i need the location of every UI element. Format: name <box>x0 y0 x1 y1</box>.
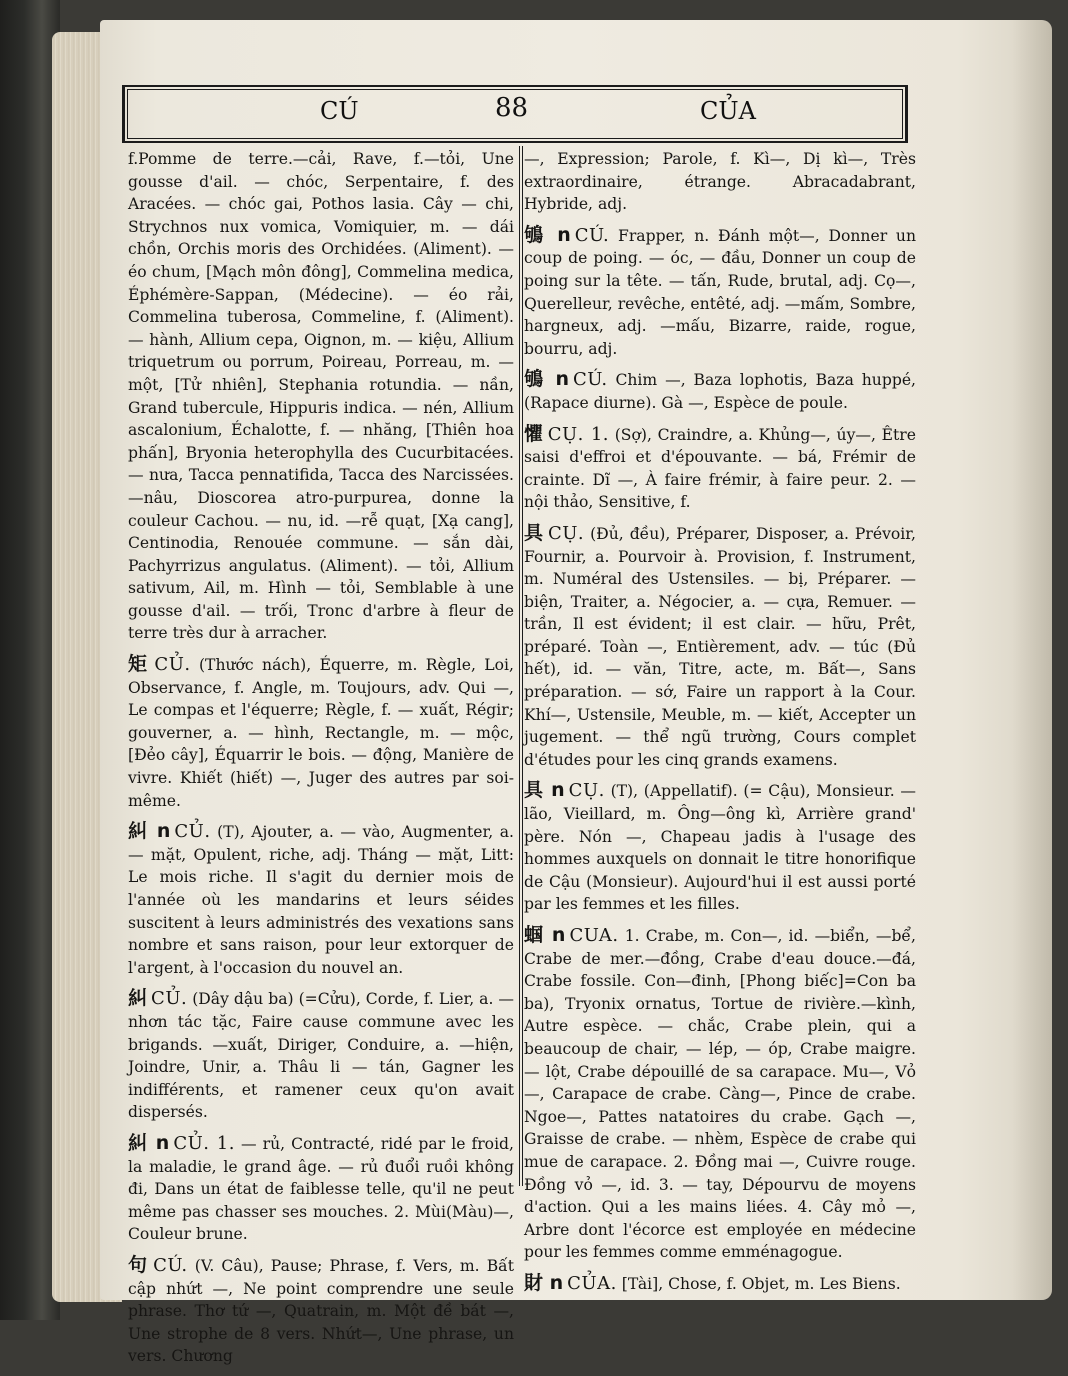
entry-headword: CỦ. <box>154 654 191 676</box>
entry-headword: CÚ. <box>153 1254 188 1276</box>
entry-headword: CỦ. 1. <box>173 1132 235 1154</box>
header-left-word: CÚ <box>320 97 359 125</box>
entry-headword: CỤ. 1. <box>547 423 610 445</box>
entry-headword: CUA. <box>569 925 619 946</box>
entry <box>524 924 916 1264</box>
entry-text: —, Expression; Parole, f. Kì—, Dị kì—, Très extraordinaire, étrange. Abracadabrant, Hybride, adj. <box>524 150 916 214</box>
chinese-character: 糾 <box>128 987 148 1010</box>
entry <box>128 820 514 979</box>
entry <box>524 522 916 772</box>
chinese-character: 糾 n <box>128 1131 170 1154</box>
entry <box>128 653 514 812</box>
entry-headword: CỤ. <box>568 780 605 802</box>
right-column <box>524 148 916 1304</box>
entry-text: (T), (Appellatif). (= Cậu), Monsieur. — lão, Vieillard, m. Ông—ông kì, Arrière grand' père. Nón —, Chapeau jadis à l'usage des hommes auxquels on donnait le titre honorifique de Cậu (Monsieur). Aujourd'hui il est aussi porté par les femmes et les filles. <box>524 782 916 914</box>
entry <box>524 423 916 514</box>
entry-text: (Đủ, đều), Préparer, Disposer, a. Prévoir, Fournir, a. Pourvoir à. Provision, f. Instrument, m. Numéral des Ustensiles. — bị, Préparer. — biện, Traiter, a. Négocier, a. — cựa, Remuer. — trần, Il est évident; il est clair. — hữu, Prêt, préparé. Toàn —, Entièrement, adv. — túc (Đủ hết), id. — văn, Titre, acte, m. Bất—, Sans préparation. — sớ, Faire un rapport à la Cour. Khí—, Ustensile, Meuble, m. — kiết, Accepter un jugement. — thể ngũ trường, Cours complet d'études pour les cinq grands examens. <box>524 524 916 769</box>
chinese-character: 財 n <box>524 1271 564 1294</box>
entry <box>128 1132 514 1246</box>
entry <box>128 148 514 645</box>
entry <box>524 779 916 916</box>
entry-text: — rủ, Contracté, ridé par le froid, la maladie, le grand âge. — rủ đuổi ruồi không đi, Dans un état de faiblesse telle, qu'il ne peut même pas chasser ses mouches. 2. Mùi(Màu)—, Couleur brune. <box>128 1134 514 1244</box>
entry-headword: CÚ. <box>574 224 610 246</box>
chinese-character: 矩 <box>128 653 151 676</box>
entry-text: (Thước nách), Équerre, m. Règle, Loi, Observance, f. Angle, m. Toujours, adv. Qui —, Le compas et l'équerre; Règle, f. — xuất, Régir; gouverner, a. — hình, Rectangle, m. — mộc, [Đẻo cây], Équarrir le bois. — động, Manière de vivre. Khiết (hiết) —, Juger des autres par soi-même. <box>128 656 514 810</box>
entry <box>128 1254 514 1368</box>
entry-text: (Sợ), Craindre, a. Khủng—, úy—, Être saisi d'effroi et d'épouvante. — bá, Frémir de crainte. Dĩ —, À faire frémir, à faire peur. 2. — nội thảo, Sensitive, f. <box>524 425 916 512</box>
chinese-character: 具 n <box>524 779 565 802</box>
chinese-character: 蝈 n <box>524 924 566 946</box>
entry <box>524 368 916 414</box>
entry-text: Frapper, n. Đánh một—, Donner un coup de poing. — óc, — đầu, Donner un coup de poing sur la tête. — tấn, Rude, brutal, adj. Cọ—, Querelleur, revêche, entêté, adj. —mấm, Sombre, hargneux, adj. —mấu, Bizarre, raide, rogue, bourru, adj. <box>524 226 916 358</box>
entry-text: Chim —, Baza lophotis, Baza huppé, (Rapace diurne). Gà —, Espèce de poule. <box>524 371 916 412</box>
entry-text: 1. Crabe, m. Con—, id. —biển, —bể, Crabe de mer.—đồng, Crabe d'eau douce.—đá, Crabe fossile. Con—đinh, [Phong biếc]=Con ba ba), Tryonix ornatus, Tortue de rivière.—kình, Autre espèce. — chắc, Crabe plein, qui a beaucoup de chair, — lép, — óp, Crabe maigre. — lột, Crabe dépouillé de sa carapace. Mu—, Vỏ—, Carapace de crabe. Càng—, Pince de crabe. Ngoe—, Pattes natatoires du crabe. Gạch —, Graisse de crabe. — nhèm, Espèce de crabe qui mue de carapace. 2. Đồng mai —, Cuivre rouge. Đồng vỏ —, id. 3. — tay, Dépourvu de moyens d'action. Qui a les mains liées. 4. Cây mỏ —, Arbre dont l'écorce est employée en médecine pour les femmes comme emménagogue. <box>524 927 916 1262</box>
entry-text: (Dây dậu ba) (=Cửu), Corde, f. Lier, a. — nhơn tác tặc, Faire cause commune avec les brigands. —xuất, Diriger, Conduire, a. —hiện, Joindre, Unir, a. Thâu li — tán, Gagner les indifférents, et ramener ceux qu'on avait dispersés. <box>128 990 514 1122</box>
header-right-word: CỦA <box>700 97 756 125</box>
entry-headword: CÚ. <box>573 369 608 391</box>
chinese-character: 鴝 n <box>524 223 571 246</box>
book-binding <box>0 0 60 1320</box>
chinese-character: 糾 n <box>128 820 171 843</box>
entry-headword: CỦ. <box>174 821 211 843</box>
entry-text: (V. Câu), Pause; Phrase, f. Vers, m. Bất cập nhứt —, Ne point comprendre une seule phrase. Thơ tứ —, Quatrain, m. Một đề bát —, Une strophe de 8 vers. Nhứt—, Une phrase, un vers. Chương <box>128 1256 514 1366</box>
entry-headword: CỤ. <box>547 522 585 544</box>
entry-headword: CỦA. <box>567 1272 617 1294</box>
entry <box>128 987 514 1124</box>
chinese-character: 具 <box>524 521 544 544</box>
chinese-character: 懼 <box>524 422 544 445</box>
entry <box>524 148 916 216</box>
entry-headword: CỦ. <box>151 988 188 1010</box>
page-header <box>122 85 908 143</box>
left-column <box>128 148 514 1376</box>
page-number: 88 <box>495 93 529 123</box>
entry <box>524 1272 916 1296</box>
column-divider <box>519 146 523 1186</box>
entry-text: f.Pomme de terre.—cải, Rave, f.—tỏi, Une gousse d'ail. — chóc, Serpentaire, f. des Aracées. — chóc gai, Pothos lasia. Cây — chi, Strychnos nux vomica, Vomiquier, m. — dái chồn, Orchis moris des Orchidées. (Aliment). — éo chum, [Mạch môn đông], Commelina medica, Éphémère-Sappan, (Médecine). — éo rải, Commelina tuberosa, Commeline, f. (Aliment). — hành, Allium cepa, Oignon, m. — kiệu, Allium triquetrum ou porrum, Poireau, Porreau, m. — một, [Tử nhiên], Stephania rotundia. — nần, Grand tubercule, Hippuris indica. — nén, Allium ascalonium, Échalotte, f. — nhăng, [Thiên hoa phấn], Bryonia heterophylla des Cucurbitacées. — nưa, Tacca pennatifida, Tacca des Narcissées.—nâu, Dioscorea atro-purpurea, donne la couleur Cachou. — nu, id. —rễ quạt, [Xạ cang], Centinodia, Renouée commune. — sắn dài, Pachyrrizus angulatus. (Aliment). — tỏi, Allium sativum, Ail, m. Hình — tỏi, Semblable à une gousse d'ail. — trối, Tronc d'arbre à fleur de terre très dur à arracher. <box>128 150 514 643</box>
entry-text: [Tài], Chose, f. Objet, m. Les Biens. <box>621 1274 901 1293</box>
chinese-character: 鴝 n <box>524 368 570 391</box>
chinese-character: 句 <box>128 1253 150 1276</box>
entry <box>524 224 916 361</box>
entry-text: (T), Ajouter, a. — vào, Augmenter, a. — mặt, Opulent, riche, adj. Tháng — mặt, Litt: Le mois riche. Il s'agit du dernier mois de l'année où les mandarins et leurs séides suscitent à leurs administrés des vexations sans nombre et sans raison, pour leur extorquer de l'argent, à l'occasion du nouvel an. <box>128 823 514 977</box>
